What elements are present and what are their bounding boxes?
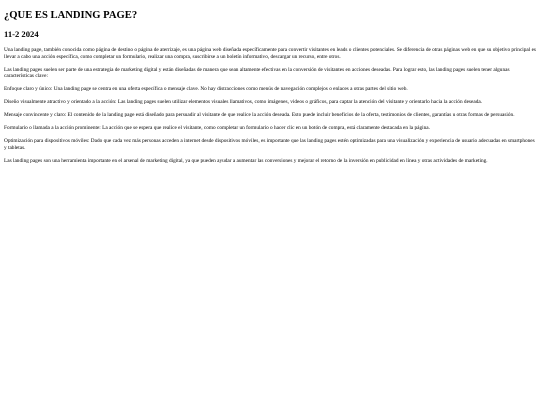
page-title: ¿QUE ES LANDING PAGE? bbox=[4, 10, 138, 21]
paragraph-conclusion: Las landing pages son una herramienta importante en el arsenal de marketing digital, ya que pueden ayudar a aumentar las conversiones y mejorar el retorno de la inversión en publicidad en línea y otras actividades de marketing. bbox=[4, 157, 488, 164]
paragraph-message: Mensaje convincente y claro: El contenido de la landing page está diseñado para persuadir al visitante de que realice la acción deseada. Esto puede incluir beneficios de la oferta, testimonios de clientes, garantías u otras formas de persuasión. bbox=[4, 112, 515, 118]
paragraph-design: Diseño visualmente atractivo y orientado a la acción: Las landing pages suelen utilizar elementos visuales llamativos, como imágenes, videos o gráficos, para captar la atención del visitante y orientarlo hacia la acción deseada. bbox=[4, 99, 483, 105]
paragraph-strategy: Las landing pages suelen ser parte de una estrategia de marketing digital y están diseñadas de manera que sean altamente efectivas en la conversión de visitantes en acciones deseadas. Para lograr esto, las landing pages suelen tener algunas características clave: bbox=[4, 66, 510, 79]
paragraph-focus: Enfoque claro y único: Una landing page se centra en una oferta específica o mensaje clave. No hay distracciones como menús de navegación complejos o enlaces a otras partes del sitio web. bbox=[4, 86, 408, 92]
article bbox=[0, 0, 540, 164]
paragraph-mobile: Optimización para dispositivos móviles: Dado que cada vez más personas acceden a internet desde dispositivos móviles, es importante que las landing pages estén optimizadas para una visualización y experiencia de usuario adecuadas en smartphones y tabletas. bbox=[4, 138, 535, 151]
paragraph-intro: Una landing page, también conocida como página de destino o página de aterrizaje, es una página web diseñada específicamente para convertir visitantes en leads o clientes potenciales. Se diferencia de otras páginas web en que su objetivo principal es llevar a cabo una acción específica, como completar un formulario, realizar una compra, suscribirse a un boletín informativo, descargar un recurso, entre otros. bbox=[4, 47, 536, 60]
paragraph-form: Formulario o llamada a la acción prominente: La acción que se espera que realice el visitante, como completar un formulario o hacer clic en un botón de compra, está claramente destacada en la página. bbox=[4, 125, 430, 131]
article-date: 11-2 2024 bbox=[4, 29, 39, 39]
